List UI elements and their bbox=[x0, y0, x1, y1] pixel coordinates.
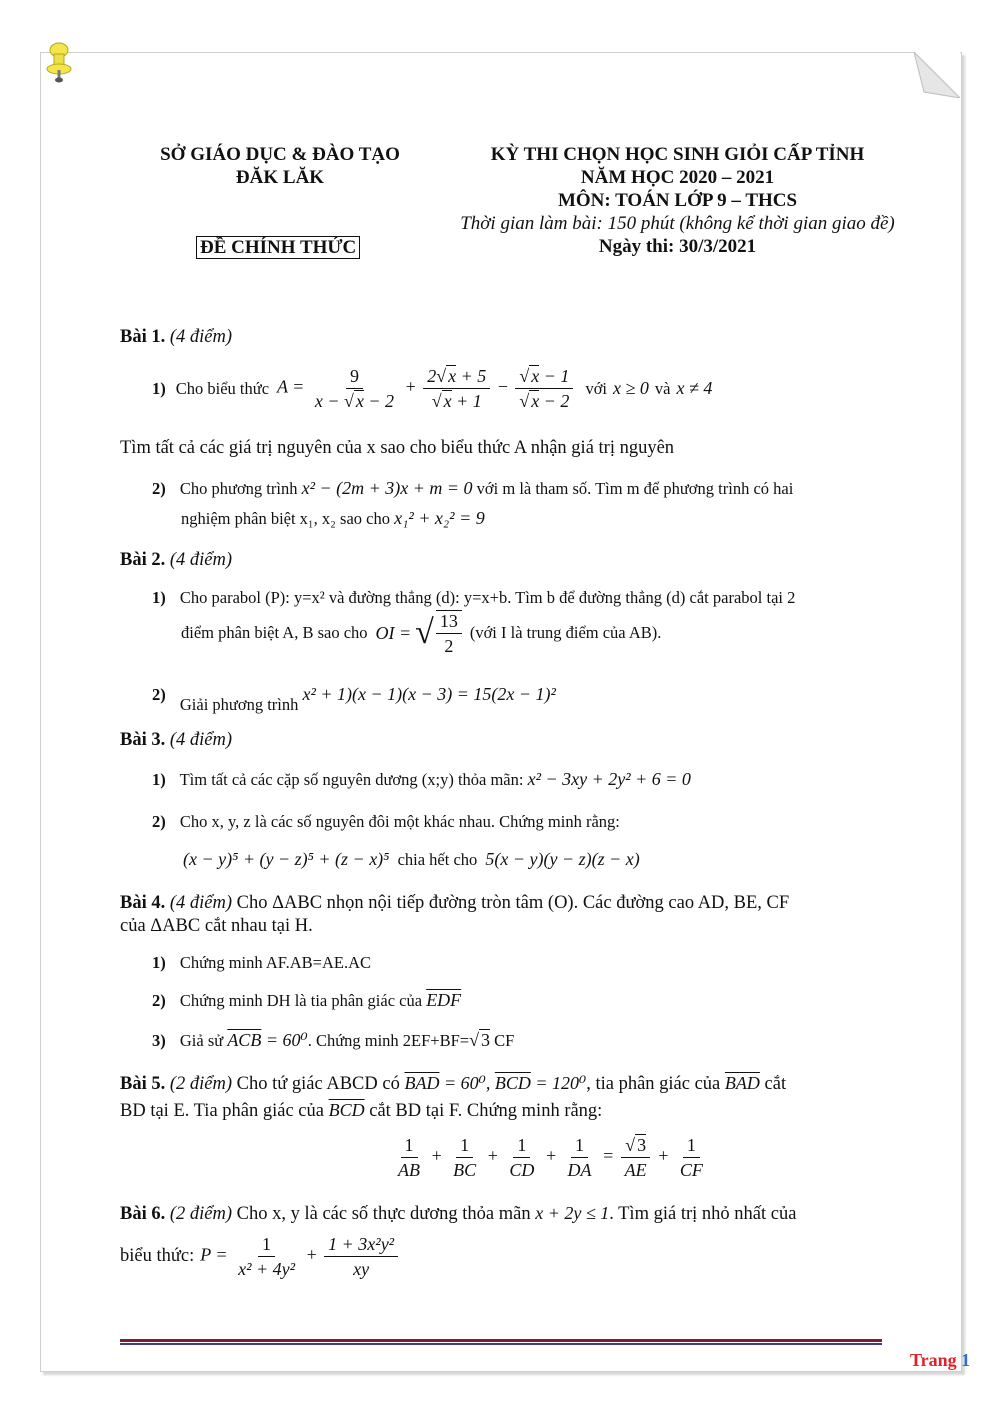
bai4-part3: 3) Giả sử $\overline{ACB} = 60^0$. Chứng minh 2EF+BF=√ 3 CF bbox=[152, 1030, 515, 1050]
bai1-part2-line2: nghiệm phân biệt x₁, x₂ sao cho x₁² + x₂² = 9 bbox=[181, 508, 485, 528]
equation-sum-squares: x₁² + x₂² = 9 bbox=[394, 508, 485, 528]
school-year: NĂM HỌC 2020 – 2021 bbox=[580, 167, 775, 188]
equation-OI: OI = √ $\frac{13}{2}$ bbox=[376, 610, 464, 656]
angle-BAD: $\overline{BAD} = 60^0$, $\overline{BCD} = 120^0$ bbox=[404, 1073, 587, 1093]
bai2-part1-line2: điểm phân biệt A, B sao cho OI = √ $\frac{13}{2}$ (với I là trung điểm của AB). bbox=[181, 611, 662, 656]
exam-date: Ngày thi: 30/3/2021 bbox=[598, 236, 757, 257]
angle-EDF: $\overline{EDF}$ bbox=[426, 990, 462, 1010]
subject: MÔN: TOÁN LỚP 9 – THCS bbox=[557, 190, 798, 211]
bai1-heading: Bài 1. (4 điểm) bbox=[120, 327, 233, 347]
bai1-part1: 1) Cho biểu thức A = $\frac{9}{x - √ x - 2}$ + $\frac{2√ x + 5}{√ x + 1}$ − $\frac{√ x - 1}{√ x - 2}$ với x ≥ 0 và x ≠ 4 bbox=[152, 366, 713, 411]
page-curl-icon bbox=[914, 52, 960, 98]
bai5-text: Bài 5. (2 điểm) Cho tứ giác ABCD có $\overline{BAD} = 60^0$, $\overline{BCD} = 120^0$, tia phân giác của $\overline{BAD}$ cắt BD tại E. Tia phân giác của $\overline{BCD}$ cắt BD tại F. Chứng minh rằng: bbox=[120, 1073, 787, 1121]
bai4-heading: Bài 4. (4 điểm) Cho ΔABC nhọn nội tiếp đường tròn tâm (O). Các đường cao AD, BE, CF của ΔABC cắt nhau tại H. bbox=[120, 893, 790, 936]
department-name: SỞ GIÁO DỤC & ĐÀO TẠO bbox=[160, 144, 400, 165]
sqrt3: √ 3 bbox=[469, 1030, 490, 1050]
expression-divisor: 5(x − y)(y − z)(z − x) bbox=[485, 849, 640, 869]
constraint: x + 2y ≤ 1 bbox=[535, 1203, 610, 1223]
bai1-part1-task: Tìm tất cả các giá trị nguyên của x sao cho biểu thức A nhận giá trị nguyên bbox=[120, 438, 675, 458]
expression-A: A = $\frac{9}{x - √ x - 2}$ + $\frac{2√ x + 5}{√ x + 1}$ − $\frac{√ x - 1}{√ x - 2}$ bbox=[277, 366, 575, 411]
bai6-expression: biểu thức: P = $\frac{1}{\text{x² + 4y²}}$ + $\frac{\text{1 + 3x²y²}}{xy}$ bbox=[120, 1234, 400, 1279]
equation-diophantine: x² − 3xy + 2y² + 6 = 0 bbox=[527, 769, 691, 789]
equation-quadratic: x² − (2m + 3)x + m = 0 bbox=[301, 478, 473, 498]
province-name: ĐĂK LĂK bbox=[235, 167, 325, 188]
exam-title: KỲ THI CHỌN HỌC SINH GIỎI CẤP TỈNH bbox=[490, 144, 865, 165]
time-allowed: Thời gian làm bài: 150 phút (không kể thời gian giao đề) bbox=[460, 213, 895, 234]
bai4-part2: 2) Chứng minh DH là tia phân giác của $\overline{EDF}$ bbox=[152, 990, 462, 1010]
bai3-part2: 2) Cho x, y, z là các số nguyên đôi một khác nhau. Chứng minh rằng: bbox=[152, 812, 620, 831]
page-number: Trang 1 bbox=[910, 1350, 971, 1370]
footer-bar-top bbox=[120, 1339, 882, 1342]
bai3-part1: 1) Tìm tất cả các cặp số nguyên dương (x;y) thỏa mãn: x² − 3xy + 2y² + 6 = 0 bbox=[152, 769, 691, 789]
footer-bar-bottom bbox=[120, 1343, 882, 1345]
bai3-part2-line2: (x − y)⁵ + (y − z)⁵ + (z − x)⁵ chia hết cho 5(x − y)(y − z)(z − x) bbox=[183, 849, 640, 869]
bai4-part1: 1) Chứng minh AF.AB=AE.AC bbox=[152, 953, 371, 972]
official-exam-label: ĐỀ CHÍNH THỨC bbox=[196, 236, 360, 259]
equation-solve: x² + 1)(x − 1)(x − 3) = 15(2x − 1)² bbox=[302, 684, 556, 704]
bai3-heading: Bài 3. (4 điểm) bbox=[120, 730, 233, 750]
bai2-part2: 2) Giải phương trình x² + 1)(x − 1)(x − 3) = 15(2x − 1)² bbox=[152, 684, 556, 714]
bai2-heading: Bài 2. (4 điểm) bbox=[120, 550, 233, 570]
bai2-part1: 1) Cho parabol (P): y=x² và đường thẳng (d): y=x+b. Tìm b để đường thẳng (d) cắt parabol tại 2 bbox=[152, 588, 796, 607]
expression-fifth-powers: (x − y)⁵ + (y − z)⁵ + (z − x)⁵ bbox=[183, 849, 390, 869]
bai6-text: Bài 6. (2 điểm) Cho x, y là các số thực dương thỏa mãn x + 2y ≤ 1. Tìm giá trị nhỏ nhất của bbox=[120, 1203, 797, 1224]
pushpin-icon bbox=[44, 40, 74, 90]
bai1-part2: 2) Cho phương trình x² − (2m + 3)x + m = 0 với m là tham số. Tìm m để phương trình có hai bbox=[152, 478, 794, 498]
angle-ACB: $\overline{ACB} = 60^0$ bbox=[227, 1030, 308, 1050]
bai5-equation: $\frac{1}{AB}$ + $\frac{1}{BC}$ + $\frac{1}{CD}$ + $\frac{1}{DA}$ = $\frac{√ 3}{AE}$ + $\frac{1}{CF}$ bbox=[398, 1135, 703, 1180]
